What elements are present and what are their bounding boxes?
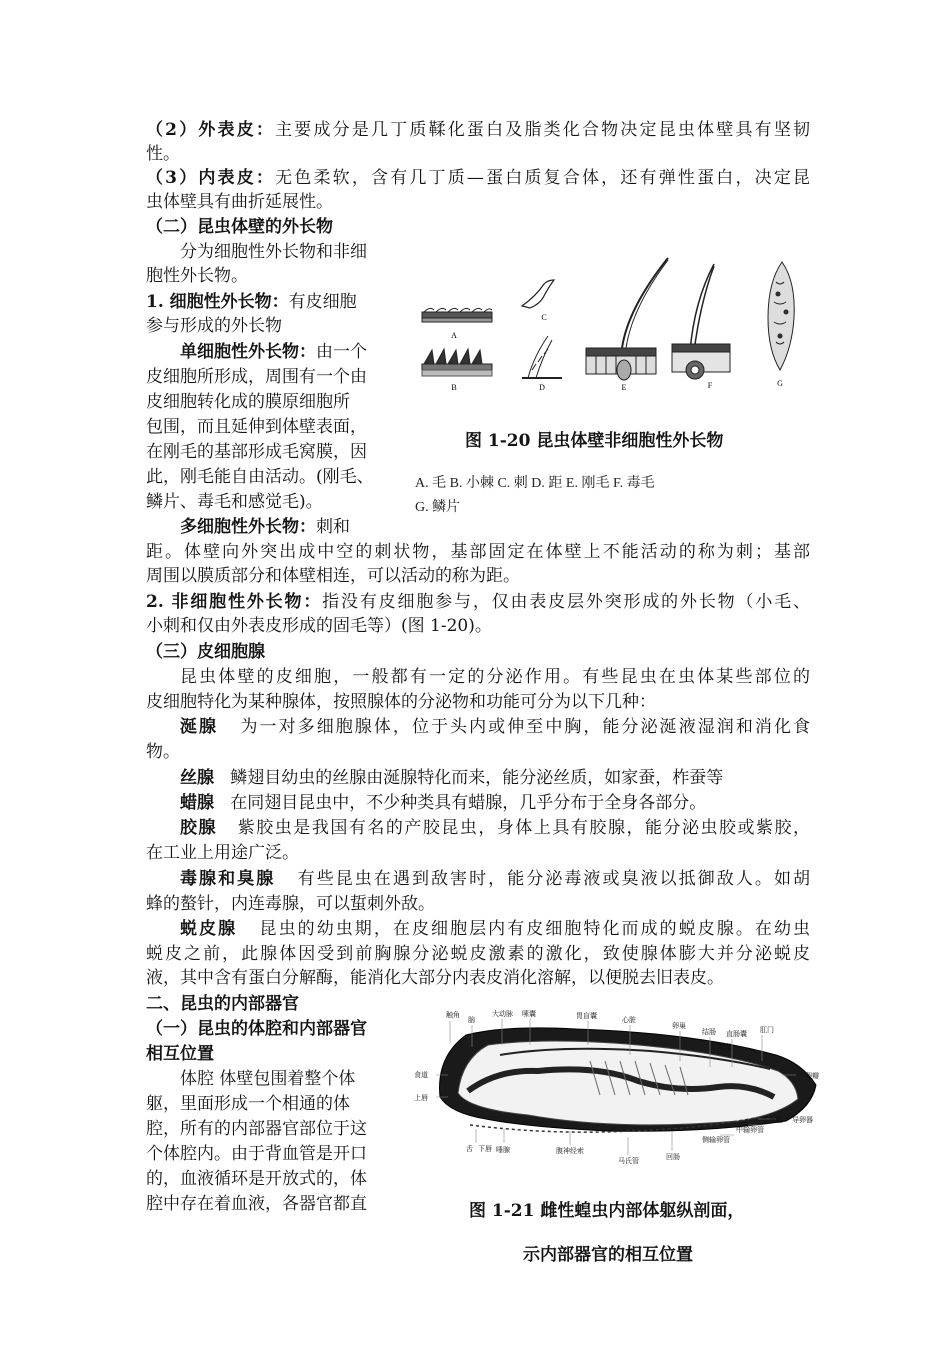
label-egg-guide: 导卵器 (792, 1116, 813, 1124)
noncellular-label: 2. 非细胞性外长物： (146, 592, 323, 612)
body-cavity-subheading-1: （一）昆虫的体腔和内部器官 (146, 1019, 367, 1039)
wax-gland-label: 蜡腺 (180, 793, 214, 813)
multi-cell-line-2: 距。体壁向外突出成中空的刺状物，基部固定在体壁上不能活动的称为刺；基部 (146, 542, 810, 562)
label-genital-chamber: 生殖腔 (762, 1116, 783, 1124)
multi-cell-line-3: 周围以膜质部分和体壁相连，可以活动的称为距。 (146, 566, 520, 586)
lac-gland-text: 紫胶虫是我国有名的产胶昆虫，身体上具有胶腺，能分泌虫胶或紫胶， (237, 818, 811, 838)
multi-cell-label: 多细胞性外长物： (180, 517, 316, 537)
wax-gland-line (180, 791, 706, 815)
lac-gland-line-1 (180, 816, 810, 840)
outgrowth-intro-2: 胞性外长物。 (146, 266, 248, 286)
poison-gland-label: 毒腺和臭腺 (180, 869, 276, 889)
glands-intro-1: 昆虫体壁的皮细胞，一般都有一定的分泌作用。有些昆虫在虫体某些部位的 (180, 667, 810, 687)
label-anus: 肛门 (760, 1026, 774, 1034)
outgrowth-heading: （二）昆虫体壁的外长物 (146, 217, 333, 237)
figure-1-21-illustration (410, 1005, 830, 1167)
cellular-outgrowth-line-2: 参与形成的外长物 (146, 316, 282, 336)
body-cavity-subheading-2: 相互位置 (146, 1044, 214, 1064)
panel-d-spur (522, 336, 562, 378)
label-lateral-oviduct: 侧输卵管 (702, 1136, 730, 1144)
label-rectal-pads: 直肠囊 (726, 1030, 747, 1038)
silk-gland-label: 丝腺 (180, 768, 214, 788)
lac-gland-line-2: 在工业上用途广泛。 (146, 843, 299, 863)
molting-gland-label: 蜕皮腺 (180, 919, 238, 939)
panel-e-seta (586, 258, 668, 380)
glands-intro-2: 皮细胞特化为某种腺体，按照腺体的分泌物和功能可分为以下几种： (146, 692, 656, 712)
single-cell-text: 由一个 (316, 342, 367, 362)
label-g: G (777, 379, 783, 388)
label-colon: 结肠 (702, 1028, 716, 1036)
cellular-outgrowth-text: 有皮细胞 (288, 292, 357, 312)
salivary-gland-line-2: 物。 (146, 742, 180, 762)
molting-gland-line-3: 液，其中含有蛋白分解酶，能消化大部分内表皮消化溶解，以便脱去旧表皮。 (146, 968, 724, 988)
label-c: C (541, 313, 547, 322)
label-d: D (539, 383, 545, 392)
label-ovary: 卵巢 (672, 1022, 686, 1030)
body-cavity-line-5: 的，血液循环是开放式的，体 (146, 1169, 367, 1189)
body-cavity-line-4: 个体腔内。由于背血管是开口 (146, 1144, 367, 1164)
outer-cuticle-text: 主要成分是几丁质鞣化蛋白及脂类化合物决定昆虫体壁具有坚韧 (275, 120, 810, 140)
label-crop: 嗉囊 (522, 1010, 536, 1018)
label-aorta: 大动脉 (492, 1010, 513, 1018)
label-salivary-gland: 唾腺 (496, 1146, 510, 1154)
wax-gland-text: 在同翅目昆虫中，不少种类具有蜡腺，几乎分布于全身各部分。 (230, 793, 707, 813)
body-cavity-line-6: 腔中存在着血液，各器官都直 (146, 1194, 367, 1214)
lac-gland-label: 胶腺 (180, 818, 218, 838)
salivary-gland-line-1 (180, 715, 810, 739)
label-brain: 脑 (468, 1016, 475, 1024)
single-cell-line-7: 鳞片、毒毛和感觉毛)。 (146, 492, 323, 512)
poison-gland-text: 有些昆虫在遇到敌害时，能分泌毒液或臭液以抵御敌人。如胡 (297, 869, 811, 889)
inner-cuticle-line-1 (146, 166, 810, 190)
label-gastric-caeca: 胃盲囊 (576, 1012, 597, 1020)
single-cell-line-4: 包围，而且延伸到体壁表面， (146, 417, 367, 437)
outer-cuticle-line-1 (146, 118, 810, 142)
body-cavity-line-2: 躯，里面形成一个相通的体 (146, 1094, 350, 1114)
poison-gland-line-1 (180, 867, 810, 891)
label-labrum: 上唇 (414, 1094, 428, 1102)
glands-heading: （三）皮细胞腺 (146, 642, 265, 662)
single-cell-line-2: 皮细胞所形成，周围有一个由 (146, 367, 367, 387)
label-esophagus: 食道 (414, 1071, 428, 1079)
salivary-gland-text: 为一对多细胞腺体，位于头内或伸至中胸，能分泌涎液湿润和消化食 (240, 717, 811, 737)
single-cell-line-1 (180, 340, 367, 364)
label-labium: 下唇 (478, 1145, 492, 1153)
label-e: E (621, 383, 627, 392)
figure-1-21-caption-2: 示内部器官的相互位置 (523, 1245, 693, 1265)
body-cavity-line-3: 腔，所有的内部器官部位于这 (146, 1119, 367, 1139)
single-cell-line-3: 皮细胞转化成的膜原细胞所 (146, 392, 350, 412)
inner-cuticle-text: 无色柔软，含有几丁质—蛋白质复合体，还有弹性蛋白，决定昆 (275, 168, 810, 188)
poison-gland-line-2: 蜂的螯针，内连毒腺，可以蜇刺外敌。 (146, 894, 435, 914)
panel-f-poison-hair (672, 264, 730, 379)
outer-cuticle-label: （2）外表皮： (146, 120, 276, 140)
outer-cuticle-line-2: 性。 (146, 144, 180, 164)
label-antenna: 触角 (446, 1011, 460, 1019)
label-malpighian: 马氏管 (618, 1157, 639, 1165)
silk-gland-text: 鳞翅目幼虫的丝腺由涎腺特化而来，能分泌丝质，如家蚕，柞蚕等 (230, 768, 724, 788)
label-f: F (707, 381, 713, 390)
molting-gland-line-1 (180, 917, 810, 941)
salivary-gland-label: 涎腺 (180, 717, 219, 737)
panel-g-scale (768, 262, 794, 370)
label-ventral-nerve: 腹神经索 (556, 1147, 584, 1155)
inner-cuticle-label: （3）内表皮： (146, 168, 276, 188)
label-a: A (451, 331, 457, 340)
molting-gland-text: 昆虫的幼虫期，在皮细胞层内有皮细胞特化而成的蜕皮腺。在幼虫 (259, 919, 811, 939)
multi-cell-text: 刺和 (316, 517, 350, 537)
panel-a-hairs (422, 308, 492, 322)
outgrowth-intro-1: 分为细胞性外长物和非细 (180, 242, 367, 262)
cellular-outgrowth-line-1 (146, 290, 357, 314)
figure-1-20-caption: 图 1-20 昆虫体壁非细胞性外长物 (465, 431, 724, 451)
figure-1-20-illustration (410, 252, 810, 400)
noncellular-text: 指没有皮细胞参与，仅由表皮层外突形成的外长物（小毛、 (322, 592, 811, 612)
label-b: B (451, 383, 457, 392)
label-median-oviduct: 中输卵管 (736, 1126, 764, 1134)
noncellular-line-1 (146, 590, 810, 614)
panel-b-spines (422, 349, 492, 376)
single-cell-label: 单细胞性外长物： (180, 342, 316, 362)
noncellular-line-2: 小刺和仅由外表皮形成的固毛等）(图 1-20)。 (146, 616, 492, 636)
silk-gland-line (180, 766, 723, 790)
label-heart: 心脏 (622, 1016, 636, 1024)
figure-1-21-caption-1: 图 1-21 雌性蝗虫内部体躯纵剖面， (469, 1201, 745, 1221)
body-cavity-line-1: 体腔 体壁包围着整个体 (180, 1069, 356, 1089)
internal-organs-heading: 二、昆虫的内部器官 (146, 994, 299, 1014)
cellular-outgrowth-label: 1. 细胞性外长物： (146, 292, 289, 312)
single-cell-line-6: 此，刚毛能自由活动。(刚毛、 (146, 467, 374, 487)
panel-c-spine (522, 280, 554, 308)
label-ovipositor: 产卵瓣 (798, 1072, 819, 1080)
molting-gland-line-2: 蜕皮之前，此腺体因受到前胸腺分泌蜕皮激素的激化，致使腺体膨大并分泌蜕皮 (146, 944, 810, 964)
multi-cell-line-1 (180, 515, 350, 539)
label-spermatheca: 受精囊 (710, 1043, 731, 1051)
inner-cuticle-line-2: 虫体壁具有曲折延展性。 (146, 192, 333, 212)
single-cell-line-5: 在刚毛的基部形成毛窝膜，因 (146, 442, 367, 462)
figure-1-20-legend-1: A. 毛 B. 小棘 C. 刺 D. 距 E. 刚毛 F. 毒毛 (415, 476, 655, 491)
label-tongue: 舌 (466, 1145, 473, 1153)
label-ileum: 回肠 (666, 1153, 680, 1161)
figure-1-20-legend-2: G. 鳞片 (415, 500, 461, 515)
